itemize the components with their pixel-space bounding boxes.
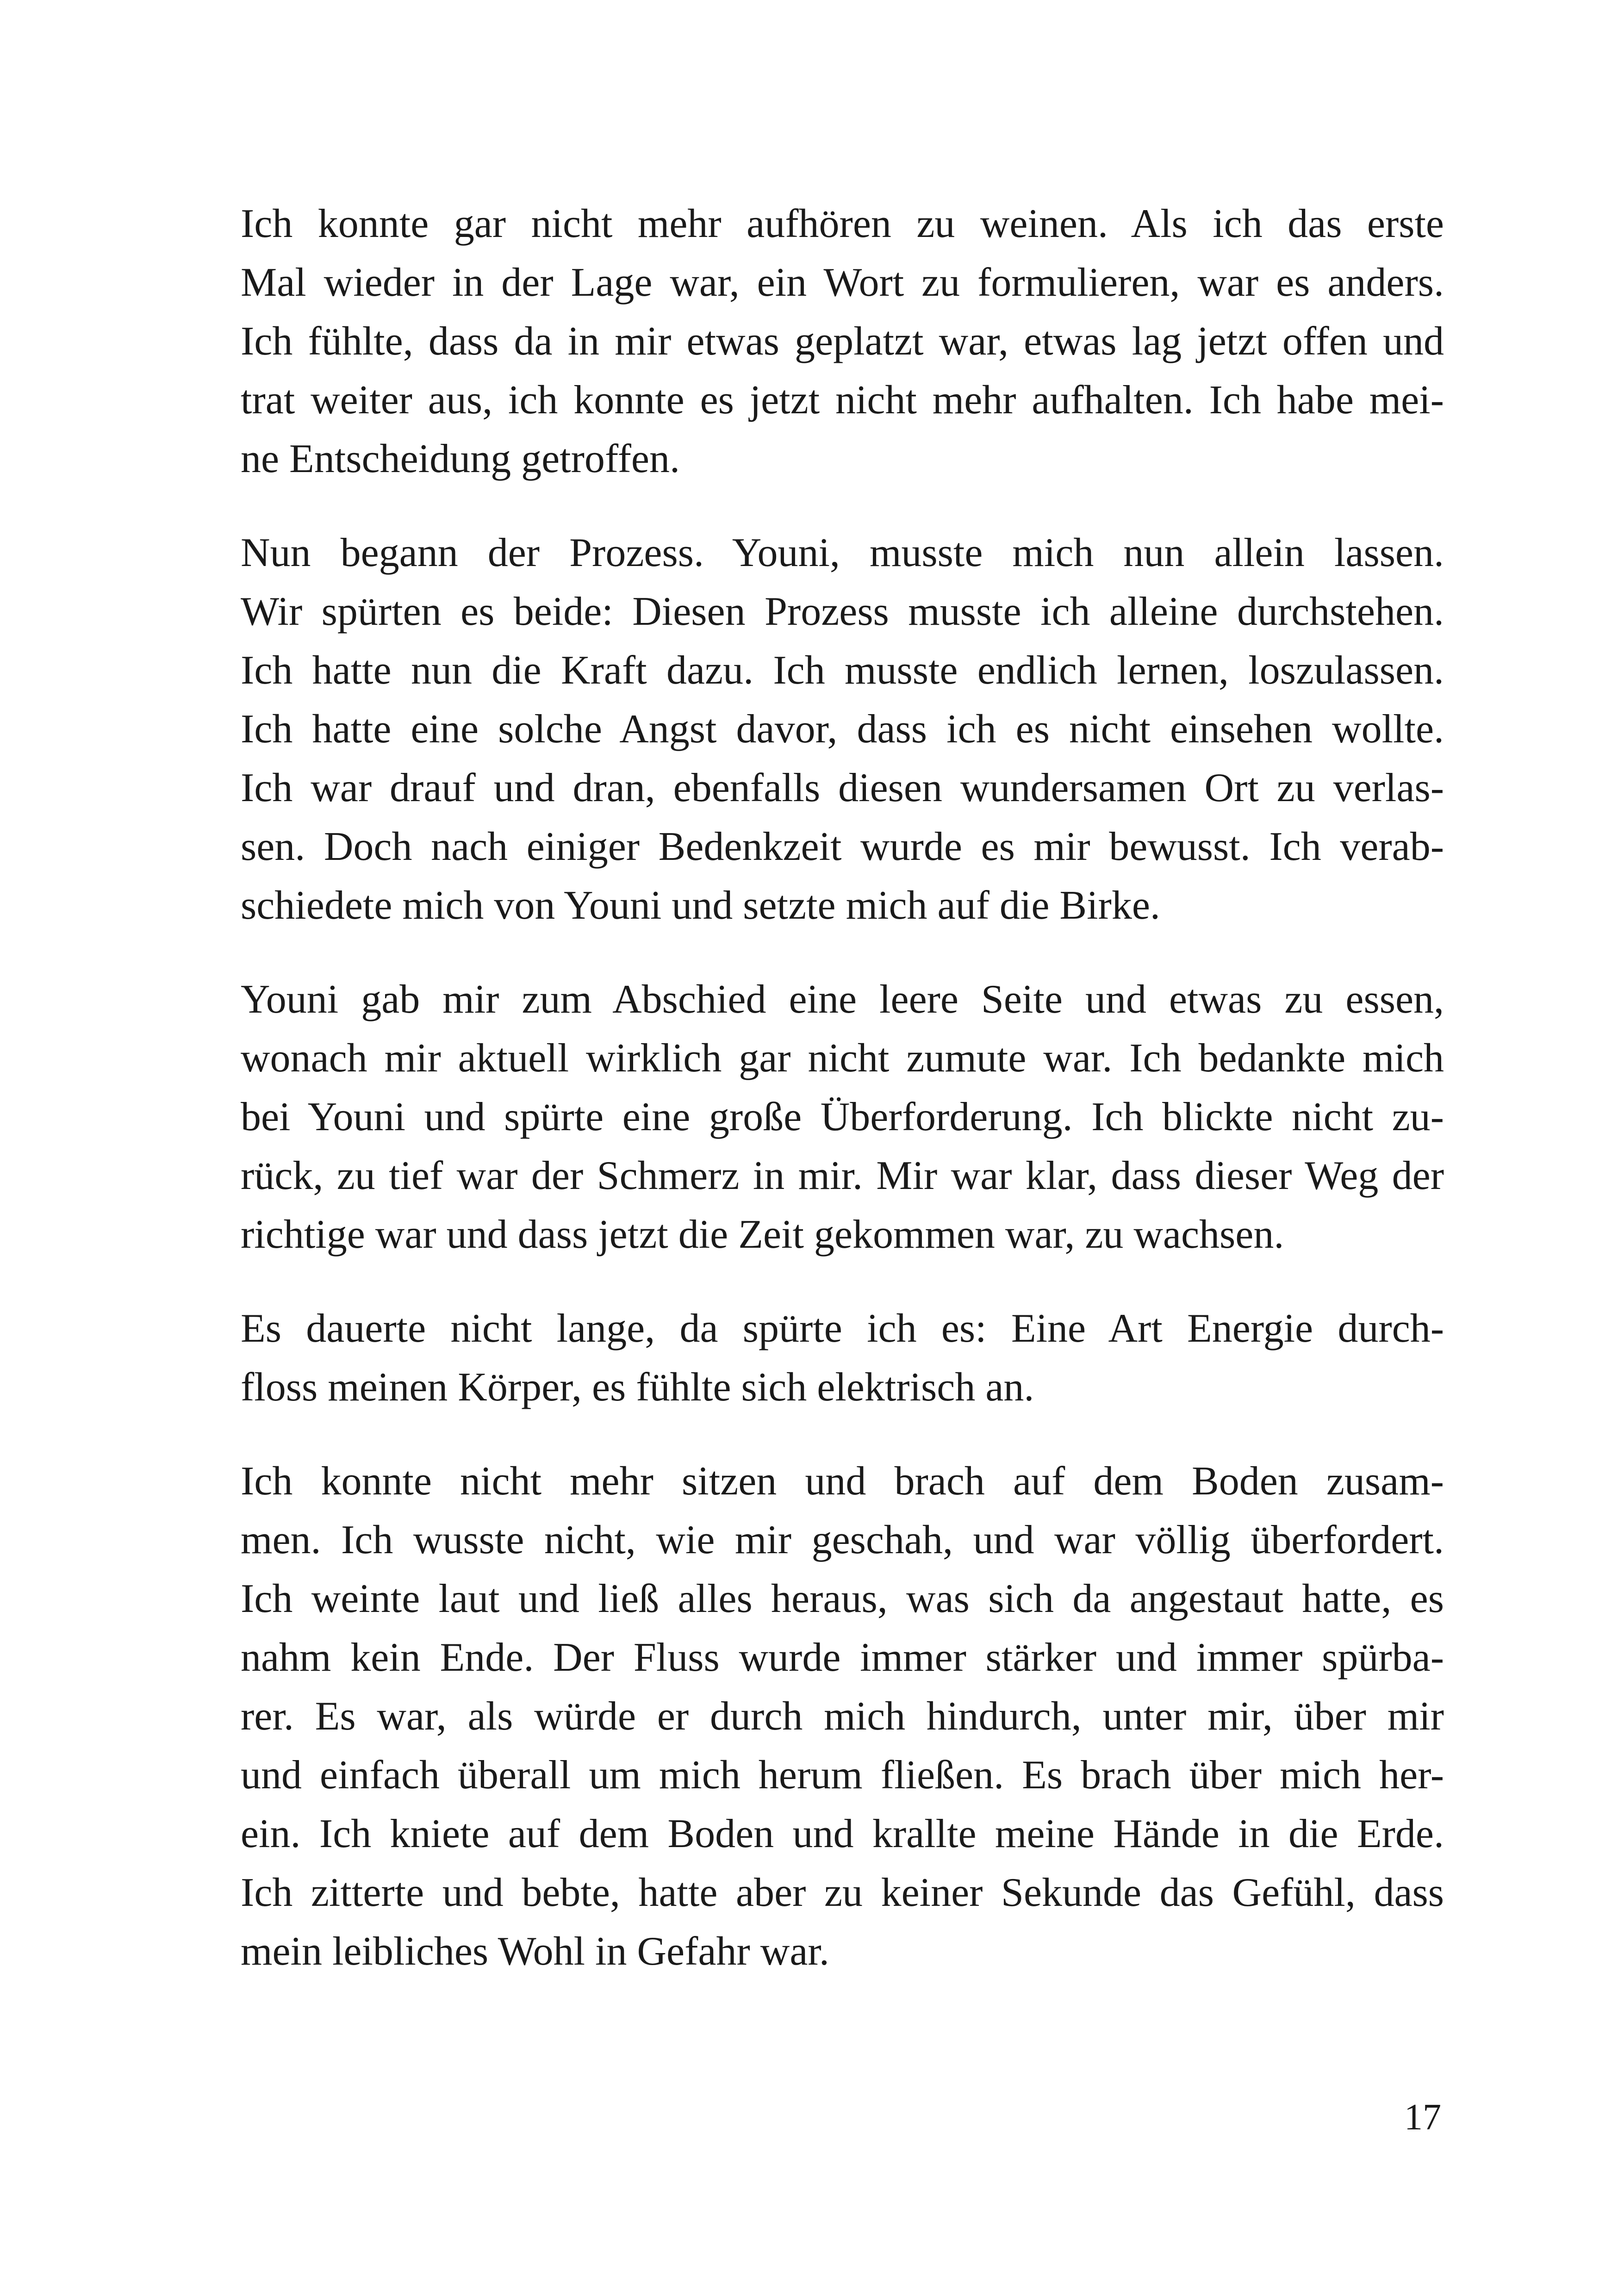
paragraph-5: [185, 1452, 1444, 1981]
text-line: und einfach überall um mich herum fließen. Es brach über mich her-: [241, 1753, 1444, 1798]
text-line: Ich war drauf und dran, ebenfalls diesen wundersamen Ort zu verlas-: [241, 765, 1444, 810]
text-line: wonach mir aktuell wirklich gar nicht zumute war. Ich bedankte mich: [241, 1036, 1444, 1081]
text-line: ne Entscheidung getroffen.: [241, 436, 680, 481]
text-line: men. Ich wusste nicht, wie mir geschah, und war völlig überfordert.: [241, 1518, 1444, 1562]
paragraph-1: [185, 194, 1444, 488]
text-line: Ich konnte gar nicht mehr aufhören zu weinen. Als ich das erste: [241, 201, 1444, 246]
text-line: richtige war und dass jetzt die Zeit gekommen war, zu wachsen.: [241, 1212, 1284, 1257]
page-number: 17: [1404, 2097, 1441, 2138]
text-line: nahm kein Ende. Der Fluss wurde immer stärker und immer spürba-: [241, 1635, 1444, 1680]
text-line: trat weiter aus, ich konnte es jetzt nicht mehr aufhalten. Ich habe mei-: [241, 378, 1444, 423]
text-line: mein leibliches Wohl in Gefahr war.: [241, 1929, 829, 1974]
text-line: ein. Ich kniete auf dem Boden und krallte meine Hände in die Erde.: [241, 1811, 1444, 1856]
text-line: Mal wieder in der Lage war, ein Wort zu formulieren, war es anders.: [241, 260, 1444, 305]
text-line: Nun begann der Prozess. Youni, musste mich nun allein lassen.: [241, 530, 1444, 575]
text-line: floss meinen Körper, es fühlte sich elektrisch an.: [241, 1365, 1034, 1410]
text-line: Ich hatte nun die Kraft dazu. Ich musste endlich lernen, loszulassen.: [241, 648, 1444, 693]
text-line: rück, zu tief war der Schmerz in mir. Mir war klar, dass dieser Weg der: [241, 1153, 1444, 1198]
text-line: Ich zitterte und bebte, hatte aber zu keiner Sekunde das Gefühl, dass: [241, 1870, 1444, 1915]
text-line: Youni gab mir zum Abschied eine leere Seite und etwas zu essen,: [241, 977, 1444, 1022]
text-line: Wir spürten es beide: Diesen Prozess musste ich alleine durchstehen.: [241, 589, 1444, 634]
text-line: Ich konnte nicht mehr sitzen und brach auf dem Boden zusam-: [241, 1459, 1444, 1504]
text-line: Ich hatte eine solche Angst davor, dass ich es nicht einsehen wollte.: [241, 707, 1444, 752]
text-line: Es dauerte nicht lange, da spürte ich es: Eine Art Energie durch-: [241, 1306, 1444, 1351]
text-line: rer. Es war, als würde er durch mich hindurch, unter mir, über mir: [241, 1694, 1444, 1739]
text-line: schiedete mich von Youni und setzte mich auf die Birke.: [241, 883, 1160, 928]
paragraph-4: [185, 1299, 1444, 1417]
text-line: Ich fühlte, dass da in mir etwas geplatzt war, etwas lag jetzt offen und: [241, 319, 1444, 364]
paragraph-3: [185, 970, 1444, 1264]
body-text: [185, 194, 1444, 2016]
text-line: bei Youni und spürte eine große Überforderung. Ich blickte nicht zu-: [241, 1095, 1444, 1139]
text-line: sen. Doch nach einiger Bedenkzeit wurde es mir bewusst. Ich verab-: [241, 824, 1444, 869]
paragraph-2: [185, 523, 1444, 935]
text-line: Ich weinte laut und ließ alles heraus, was sich da angestaut hatte, es: [241, 1576, 1444, 1621]
